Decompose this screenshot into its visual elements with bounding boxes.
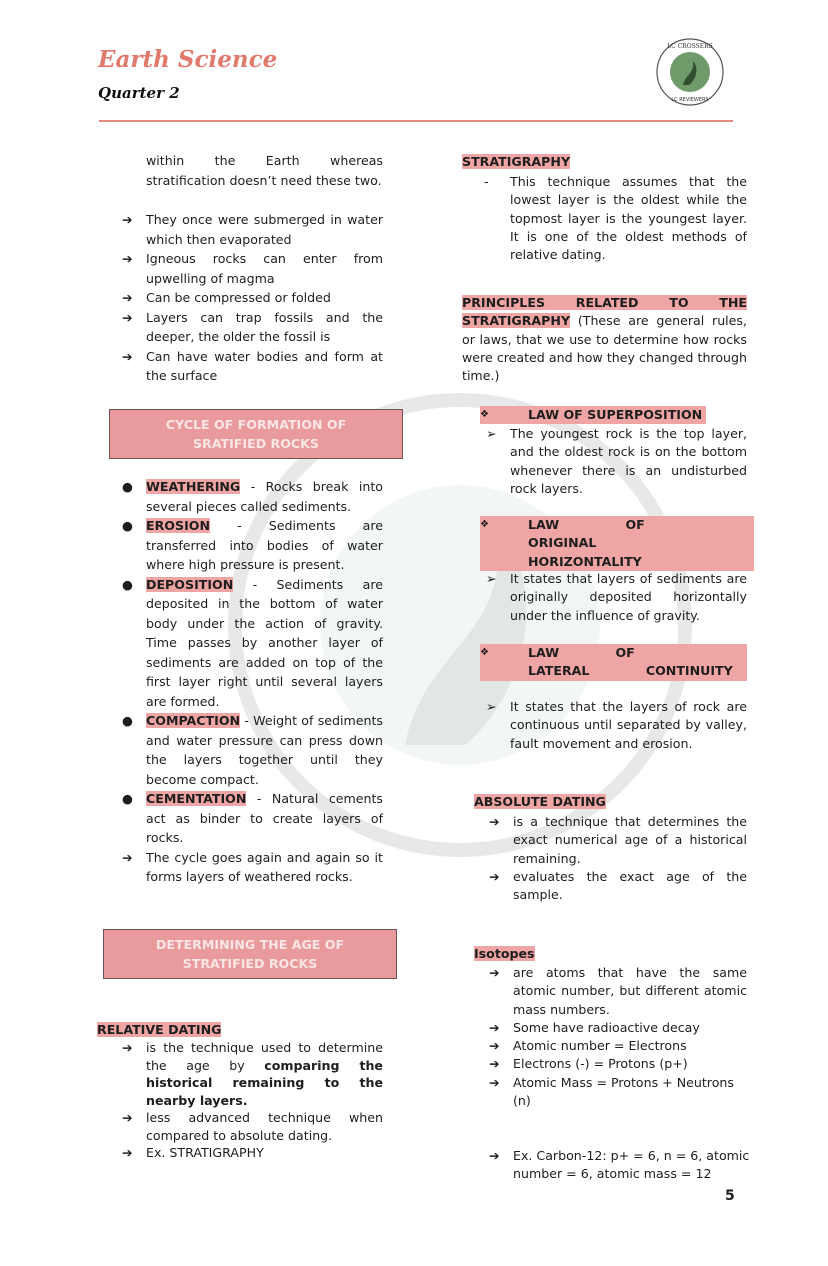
list-item	[122, 1039, 383, 1109]
law-text	[486, 425, 747, 498]
box-line: SRATIFIED ROCKS	[192, 436, 320, 451]
list-item	[122, 1109, 383, 1144]
list-item	[122, 288, 383, 308]
list-item	[122, 848, 383, 887]
arrowhead-icon: ➢	[486, 699, 497, 714]
item-text: Some have radioactive decay	[513, 1019, 700, 1035]
heading-text: ABSOLUTE DATING	[474, 794, 606, 809]
item-text: less advanced technique when compared to absolute dating.	[146, 1110, 383, 1143]
item-text: Can be compressed or folded	[146, 290, 331, 305]
item-bold-text: comparing the historical remaining to the nearby layers.	[146, 1057, 383, 1108]
item-text: is a technique that determines the exact numerical age of a historical remaining.	[513, 814, 747, 866]
heading-text: LAW OF LATERAL CONTINUITY	[480, 644, 747, 681]
arrow-icon: ➔	[489, 1038, 500, 1054]
item-text: The youngest rock is the top layer, and the oldest rock is on the bottom whenever there is an undisturbed rock layers.	[510, 426, 747, 496]
diamond-icon: ❖	[480, 647, 489, 658]
bullet-icon: ●	[122, 791, 133, 806]
list-item	[122, 575, 383, 712]
heading-text: STRATIGRAPHY	[462, 154, 571, 169]
absolute-dating-list	[489, 813, 747, 904]
list-item	[489, 868, 747, 905]
list-item	[122, 1144, 383, 1162]
term: CEMENTATION	[146, 791, 247, 806]
box-line: STRATIFIED ROCKS	[182, 956, 318, 971]
section-box-age	[103, 929, 397, 979]
isotopes-list	[489, 964, 747, 1110]
relative-dating-heading	[97, 1021, 221, 1039]
item-text: The cycle goes again and again so it forms layers of weathered rocks.	[146, 849, 383, 884]
law-heading	[480, 644, 747, 681]
bullet-icon: ●	[122, 518, 133, 533]
arrow-icon: ➔	[489, 965, 500, 980]
continuation-text: within the Earth whereas stratification doesn’t need these two.	[146, 153, 383, 188]
arrow-icon: ➔	[122, 849, 133, 865]
cycle-list	[122, 477, 383, 887]
arrow-icon: ➔	[489, 1148, 500, 1163]
box-line: CYCLE OF FORMATION OF	[165, 416, 347, 432]
item-text: This technique assumes that the lowest layer is the oldest while the topmost layer is the youngest layer. It is one of the oldest methods of relative dating.	[510, 174, 747, 263]
arrow-icon: ➔	[122, 212, 133, 227]
stratigraphy-heading	[462, 153, 570, 171]
heading-text: PRINCIPLES RELATED TO THE STRATIGRAPHY	[462, 295, 747, 329]
arrow-icon: ➔	[122, 309, 133, 325]
page-number: 5	[725, 1188, 735, 1204]
list-item	[122, 477, 383, 516]
list-item	[122, 249, 383, 288]
list-item	[122, 308, 383, 347]
features-list	[122, 210, 383, 386]
list-item	[122, 789, 383, 848]
list-item	[122, 516, 383, 575]
heading-text: RELATIVE DATING	[97, 1022, 222, 1037]
diamond-icon: ❖	[480, 409, 489, 420]
item-text: evaluates the exact age of the sample.	[513, 868, 747, 903]
box-line: DETERMINING THE AGE OF	[155, 936, 345, 952]
list-item	[489, 1055, 747, 1073]
item-text: Atomic number = Electrons	[513, 1038, 687, 1054]
bullet-icon: ●	[122, 713, 133, 728]
list-item	[489, 813, 747, 868]
term: DEPOSITION	[146, 576, 234, 592]
arrow-icon: ➔	[122, 290, 133, 305]
item-text: Ex. STRATIGRAPHY	[146, 1145, 264, 1160]
list-item	[489, 1019, 747, 1037]
arrow-icon: ➔	[489, 1056, 500, 1072]
absolute-dating-heading	[474, 793, 606, 811]
svg-text:LC CROSSERS: LC CROSSERS	[667, 43, 713, 50]
item-text: Igneous rocks can enter from upwelling of magma	[146, 251, 383, 286]
list-item	[122, 347, 383, 386]
item-text: - Sediments are transferred into bodies of water where high pressure is present.	[146, 518, 383, 572]
item-text: - Weight of sediments and water pressure can press down the layers together until they become compact.	[146, 713, 383, 787]
list-item	[122, 711, 383, 789]
arrow-icon: ➔	[122, 1145, 133, 1160]
item-text: It states that layers of sediments are originally deposited horizontally under the influence of gravity.	[510, 571, 747, 623]
item-text: - Natural cements act as binder to create layers of rocks.	[146, 791, 383, 845]
section-box-cycle	[109, 409, 403, 459]
principles-paragraph	[462, 294, 747, 385]
arrow-icon: ➔	[122, 251, 133, 266]
item-text: - Sediments are deposited in the bottom of water body under the action of gravity. Time passes by another layer of sediments are added on top of the first layer right until several layers are formed.	[146, 576, 383, 709]
law-heading	[480, 406, 706, 424]
term: WEATHERING	[146, 479, 241, 494]
isotopes-heading	[474, 945, 535, 963]
term: EROSION	[146, 518, 211, 533]
list-item	[489, 1037, 747, 1055]
relative-dating-list	[122, 1039, 383, 1162]
bullet-icon: ●	[122, 576, 133, 592]
heading-text: LAW OF ORIGINAL HORIZONTALITY	[480, 516, 754, 571]
law-text	[486, 570, 747, 625]
item-text: Electrons (-) = Protons (p+)	[513, 1056, 688, 1072]
stratigraphy-text	[484, 173, 747, 264]
list-item	[489, 1074, 747, 1111]
heading-text: LAW OF SUPERPOSITION	[480, 406, 706, 424]
item-text: is the technique used to determine the age by	[146, 1040, 383, 1073]
bullet-icon: ●	[122, 479, 133, 494]
isotope-example	[489, 1147, 751, 1184]
arrowhead-icon: ➢	[486, 571, 497, 586]
item-text: They once were submerged in water which then evaporated	[146, 212, 383, 247]
diamond-icon: ❖	[480, 519, 489, 530]
list-item	[122, 210, 383, 249]
item-text: It states that the layers of rock are continuous until separated by valley, fault movement and erosion.	[510, 699, 747, 751]
arrow-icon: ➔	[122, 348, 133, 364]
arrowhead-icon: ➢	[486, 426, 497, 441]
law-text	[486, 698, 747, 753]
doc-title: Earth Science	[98, 46, 278, 73]
dash-icon: -	[484, 174, 489, 189]
item-text: Atomic Mass = Protons + Neutrons (n)	[513, 1074, 734, 1109]
arrow-icon: ➔	[122, 1040, 133, 1055]
list-item	[489, 964, 747, 1019]
arrow-icon: ➔	[489, 868, 500, 884]
header-divider	[99, 120, 733, 122]
item-text: Can have water bodies and form at the surface	[146, 348, 383, 383]
doc-subtitle: Quarter 2	[98, 84, 180, 102]
heading-text: Isotopes	[474, 946, 535, 961]
arrow-icon: ➔	[489, 814, 500, 829]
arrow-icon: ➔	[489, 1074, 500, 1090]
lc-crossers-logo	[655, 37, 725, 107]
svg-text:LC REVIEWERS: LC REVIEWERS	[671, 97, 709, 103]
item-text: Layers can trap fossils and the deeper, the older the fossil is	[146, 309, 383, 344]
arrow-icon: ➔	[122, 1110, 133, 1125]
arrow-icon: ➔	[489, 1019, 500, 1035]
law-heading	[480, 516, 754, 571]
paragraph-text: (These are general rules, or laws, that we use to determine how rocks were created and how they changed through time.)	[462, 313, 747, 384]
item-text: Ex. Carbon-12: p+ = 6, n = 6, atomic number = 6, atomic mass = 12	[513, 1148, 750, 1182]
term: COMPACTION	[146, 713, 241, 728]
item-text: are atoms that have the same atomic number, but different atomic mass numbers.	[513, 965, 747, 1017]
item-text: - Rocks break into several pieces called sediments.	[146, 479, 383, 514]
